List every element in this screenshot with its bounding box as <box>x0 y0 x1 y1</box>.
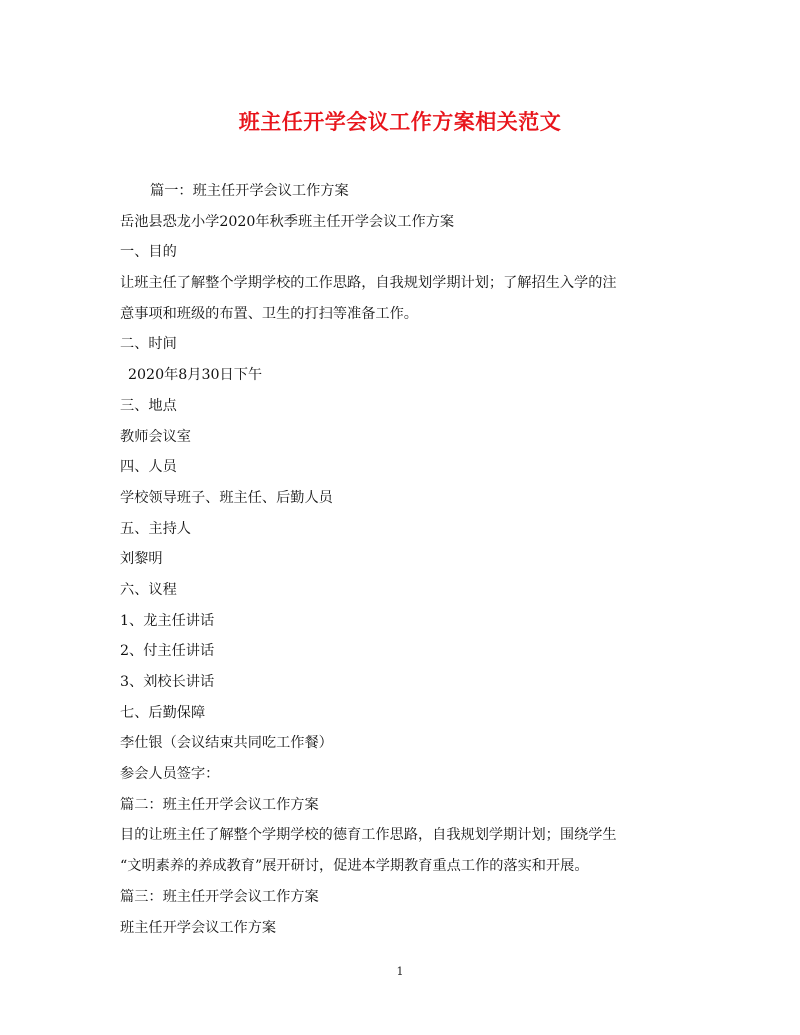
logistics-value: 李仕银（会议结束共同吃工作餐） <box>120 735 333 752</box>
heading-purpose: 一、目的 <box>120 244 177 261</box>
section-heading-1: 篇一：班主任开学会议工作方案 <box>150 183 349 199</box>
signature-label: 参会人员签字： <box>120 766 220 783</box>
location-value: 教师会议室 <box>120 428 191 445</box>
plan-title: 岳池县恐龙小学2020年秋季班主任开学会议工作方案 <box>120 213 455 230</box>
agenda-item: 1、龙主任讲话 <box>120 612 215 629</box>
section-heading-2: 篇二：班主任开学会议工作方案 <box>120 796 319 813</box>
heading-agenda: 六、议程 <box>120 581 177 598</box>
paragraph-line: 目的让班主任了解整个学期学校的德育工作思路，自我规划学期计划；围绕学生 <box>120 827 617 844</box>
heading-personnel: 四、人员 <box>120 459 177 476</box>
personnel-value: 学校领导班子、班主任、后勤人员 <box>120 489 333 506</box>
document-body <box>120 176 690 943</box>
section-heading-3: 篇三：班主任开学会议工作方案 <box>120 888 319 905</box>
paragraph-line: “文明素养的养成教育”展开研讨，促进本学期教育重点工作的落实和开展。 <box>120 858 589 875</box>
document-title: 班主任开学会议工作方案相关范文 <box>238 109 562 134</box>
paragraph-line: 班主任开学会议工作方案 <box>120 919 277 936</box>
host-value: 刘黎明 <box>120 551 163 568</box>
page-number: 1 <box>396 965 404 978</box>
heading-host: 五、主持人 <box>120 520 191 537</box>
paragraph-line: 意事项和班级的布置、卫生的打扫等准备工作。 <box>120 305 418 322</box>
paragraph-line: 让班主任了解整个学期学校的工作思路，自我规划学期计划；了解招生入学的注 <box>120 275 617 292</box>
agenda-item: 2、付主任讲话 <box>120 643 215 660</box>
heading-location: 三、地点 <box>120 397 177 414</box>
agenda-item: 3、刘校长讲话 <box>120 674 215 690</box>
heading-logistics: 七、后勤保障 <box>120 704 206 721</box>
time-value: 2020年8月30日下午 <box>128 367 263 384</box>
heading-time: 二、时间 <box>120 336 177 353</box>
